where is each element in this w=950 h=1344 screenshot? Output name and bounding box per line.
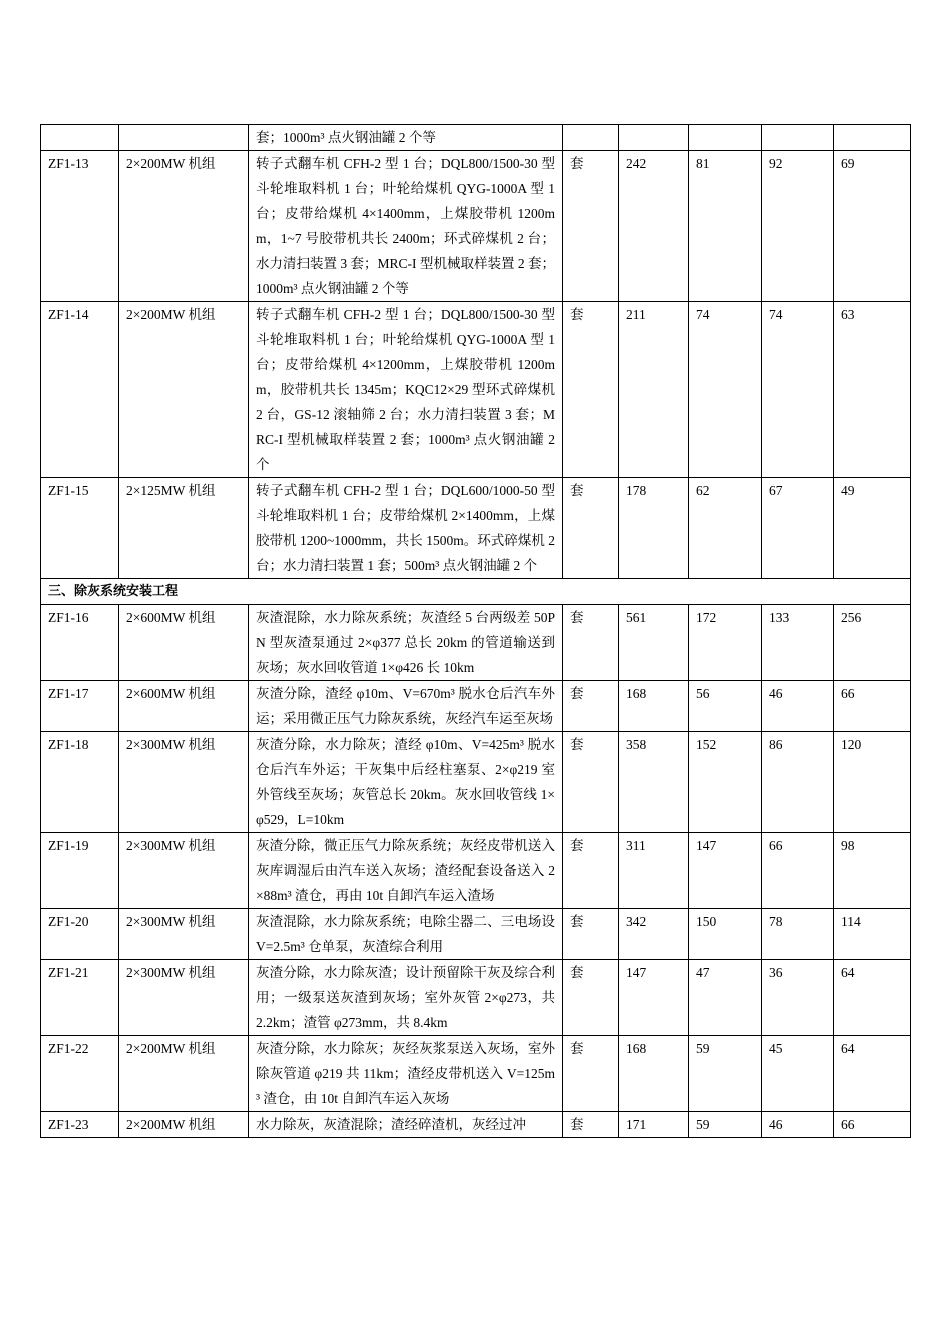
- cell-measure: 套: [563, 960, 619, 1036]
- cell-v1: 147: [689, 833, 762, 909]
- cell-spec: 转子式翻车机 CFH-2 型 1 台；DQL800/1500-30 型斗轮堆取料机 1 台；叶轮给煤机 QYG-1000A 型 1 台；皮带给煤机 4×1200mm，上煤胶带机 1200mm，胶带机共长 1345m；KQC12×29 型环式碎煤机 2 台，GS-12 滚轴筛 2 台；水力清扫装置 3 套；MRC-I 型机械取样装置 2 套；1000m³ 点火钢油罐 2 个: [249, 302, 563, 478]
- cell-v2: 86: [762, 732, 834, 833]
- cell-v2: 45: [762, 1036, 834, 1112]
- cell-measure: 套: [563, 478, 619, 579]
- cell-spec: 灰渣混除，水力除灰系统；电除尘器二、三电场设 V=2.5m³ 仓单泵，灰渣综合利用: [249, 909, 563, 960]
- cell-spec: 转子式翻车机 CFH-2 型 1 台；DQL600/1000-50 型斗轮堆取料机 1 台；皮带给煤机 2×1400mm，上煤胶带机 1200~1000mm，共长 1500m。环式碎煤机 2 台；水力清扫装置 1 套；500m³ 点火钢油罐 2 个: [249, 478, 563, 579]
- cell-total: 311: [619, 833, 689, 909]
- cell-unit: 2×300MW 机组: [119, 960, 249, 1036]
- cell-spec: 灰渣分除，渣经 φ10m、V=670m³ 脱水仓后汽车外运；采用微正压气力除灰系统，灰经汽车运至灰场: [249, 681, 563, 732]
- cell-v1: 81: [689, 151, 762, 302]
- cell-v3: 120: [834, 732, 911, 833]
- cell-v1: 150: [689, 909, 762, 960]
- table-row: [41, 151, 911, 302]
- cell-spec: 灰渣分除，水力除灰渣；设计预留除干灰及综合利用；一级泵送灰渣到灰场；室外灰管 2×φ273，共 2.2km；渣管 φ273mm，共 8.4km: [249, 960, 563, 1036]
- cell-v2: 46: [762, 681, 834, 732]
- section-row: [41, 579, 911, 605]
- cell-code: ZF1-15: [41, 478, 119, 579]
- cell-v1: 152: [689, 732, 762, 833]
- cell-total: 171: [619, 1112, 689, 1138]
- cell-v1: 74: [689, 302, 762, 478]
- cell-spec: 灰渣混除，水力除灰系统；灰渣经 5 台两级差 50PN 型灰渣泵通过 2×φ377 总长 20km 的管道输送到灰场；灰水回收管道 1×φ426 长 10km: [249, 605, 563, 681]
- cell-unit: 2×200MW 机组: [119, 1112, 249, 1138]
- cell-code: ZF1-23: [41, 1112, 119, 1138]
- cell-v1: 62: [689, 478, 762, 579]
- cell-v1: 59: [689, 1036, 762, 1112]
- cell-spec: 灰渣分除，水力除灰；灰经灰浆泵送入灰场，室外除灰管道 φ219 共 11km；渣经皮带机送入 V=125m³ 渣仓，由 10t 自卸汽车运入灰场: [249, 1036, 563, 1112]
- cell-v2: 46: [762, 1112, 834, 1138]
- cell-measure: 套: [563, 681, 619, 732]
- table-row: [41, 1036, 911, 1112]
- cell-total: 342: [619, 909, 689, 960]
- section-title: 三、除灰系统安装工程: [41, 579, 911, 605]
- cell-unit: 2×300MW 机组: [119, 909, 249, 960]
- cell-v2: 66: [762, 833, 834, 909]
- cell-code: ZF1-19: [41, 833, 119, 909]
- table-row: [41, 478, 911, 579]
- cell-measure: 套: [563, 151, 619, 302]
- cell-unit: 2×300MW 机组: [119, 732, 249, 833]
- cell-measure: 套: [563, 909, 619, 960]
- cell-total: 168: [619, 681, 689, 732]
- cell-unit: 2×600MW 机组: [119, 681, 249, 732]
- cell-measure: 套: [563, 833, 619, 909]
- cell-unit: 2×125MW 机组: [119, 478, 249, 579]
- cell-total: 561: [619, 605, 689, 681]
- cell-unit: [119, 125, 249, 151]
- cell-measure: 套: [563, 732, 619, 833]
- cell-code: ZF1-21: [41, 960, 119, 1036]
- cell-spec: 水力除灰，灰渣混除；渣经碎渣机，灰经过冲: [249, 1112, 563, 1138]
- table-row: [41, 833, 911, 909]
- cell-code: ZF1-18: [41, 732, 119, 833]
- cell-v2: [762, 125, 834, 151]
- cell-total: 211: [619, 302, 689, 478]
- cell-v3: 64: [834, 960, 911, 1036]
- cell-total: 178: [619, 478, 689, 579]
- cell-v1: [689, 125, 762, 151]
- cell-v3: 114: [834, 909, 911, 960]
- cell-v2: 92: [762, 151, 834, 302]
- cell-v3: 66: [834, 1112, 911, 1138]
- cell-unit: 2×300MW 机组: [119, 833, 249, 909]
- cell-total: 358: [619, 732, 689, 833]
- cell-v3: 63: [834, 302, 911, 478]
- cell-unit: 2×200MW 机组: [119, 302, 249, 478]
- cell-v1: 56: [689, 681, 762, 732]
- cell-measure: 套: [563, 1036, 619, 1112]
- cell-v3: 69: [834, 151, 911, 302]
- cell-measure: 套: [563, 302, 619, 478]
- cell-v3: 256: [834, 605, 911, 681]
- cell-code: ZF1-14: [41, 302, 119, 478]
- cell-code: ZF1-13: [41, 151, 119, 302]
- cell-code: [41, 125, 119, 151]
- cell-measure: [563, 125, 619, 151]
- cell-v3: 66: [834, 681, 911, 732]
- cell-v3: 98: [834, 833, 911, 909]
- cell-v2: 67: [762, 478, 834, 579]
- cell-total: 242: [619, 151, 689, 302]
- table-row: [41, 960, 911, 1036]
- cell-v1: 172: [689, 605, 762, 681]
- cell-code: ZF1-17: [41, 681, 119, 732]
- cell-v3: [834, 125, 911, 151]
- cell-unit: 2×200MW 机组: [119, 1036, 249, 1112]
- table-row: [41, 1112, 911, 1138]
- cell-v2: 133: [762, 605, 834, 681]
- table-row: [41, 125, 911, 151]
- table-row: [41, 732, 911, 833]
- cell-total: 147: [619, 960, 689, 1036]
- cell-measure: 套: [563, 1112, 619, 1138]
- cell-code: ZF1-20: [41, 909, 119, 960]
- cell-unit: 2×200MW 机组: [119, 151, 249, 302]
- table-row: [41, 605, 911, 681]
- cell-spec: 套；1000m³ 点火钢油罐 2 个等: [249, 125, 563, 151]
- cell-spec: 灰渣分除，微正压气力除灰系统；灰经皮带机送入灰库调湿后由汽车送入灰场；渣经配套设备送入 2×88m³ 渣仓，再由 10t 自卸汽车运入渣场: [249, 833, 563, 909]
- table-row: [41, 909, 911, 960]
- cell-spec: 灰渣分除，水力除灰；渣经 φ10m、V=425m³ 脱水仓后汽车外运；干灰集中后经柱塞泵、2×φ219 室外管线至灰场；灰管总长 20km。灰水回收管线 1×φ529，L=10km: [249, 732, 563, 833]
- cell-v2: 74: [762, 302, 834, 478]
- cell-measure: 套: [563, 605, 619, 681]
- cell-spec: 转子式翻车机 CFH-2 型 1 台；DQL800/1500-30 型斗轮堆取料机 1 台；叶轮给煤机 QYG-1000A 型 1 台；皮带给煤机 4×1400mm，上煤胶带机 1200mm，1~7 号胶带机共长 2400m；环式碎煤机 2 台；水力清扫装置 3 套；MRC-I 型机械取样装置 2 套；1000m³ 点火钢油罐 2 个等: [249, 151, 563, 302]
- cell-v3: 64: [834, 1036, 911, 1112]
- table-row: [41, 681, 911, 732]
- cell-v3: 49: [834, 478, 911, 579]
- cell-v1: 47: [689, 960, 762, 1036]
- spec-table: [40, 124, 911, 1138]
- cell-code: ZF1-22: [41, 1036, 119, 1112]
- cell-code: ZF1-16: [41, 605, 119, 681]
- cell-total: 168: [619, 1036, 689, 1112]
- cell-v1: 59: [689, 1112, 762, 1138]
- cell-total: [619, 125, 689, 151]
- cell-unit: 2×600MW 机组: [119, 605, 249, 681]
- cell-v2: 78: [762, 909, 834, 960]
- table-row: [41, 302, 911, 478]
- cell-v2: 36: [762, 960, 834, 1036]
